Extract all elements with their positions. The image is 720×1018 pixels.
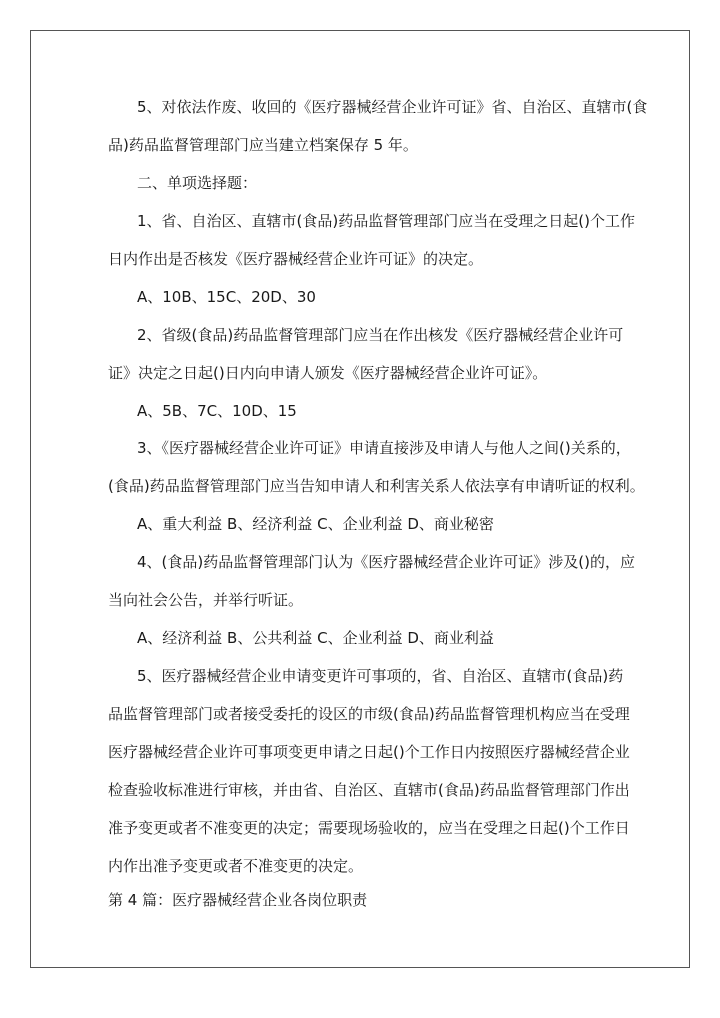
answer-options: A、经济利益 B、公共利益 C、企业利益 D、商业利益 [137,629,494,647]
paragraph-line: 5、对依法作废、收回的《医疗器械经营企业许可证》省、自治区、直辖市(食 [137,98,648,116]
question-line: 准予变更或者不准变更的决定；需要现场验收的，应当在受理之日起()个工作日 [108,819,630,837]
answer-options: A、重大利益 B、经济利益 C、企业利益 D、商业秘密 [137,515,494,533]
question-line: 内作出准予变更或者不准变更的决定。 [108,857,364,875]
question-line: 1、省、自治区、直辖市(食品)药品监督管理部门应当在受理之日起()个工作 [137,212,635,230]
question-line: 品监督管理部门或者接受委托的设区的市级(食品)药品监督管理机构应当在受理 [108,705,630,723]
question-line: 当向社会公告，并举行听证。 [108,591,304,609]
question-line: (食品)药品监督管理部门应当告知申请人和利害关系人依法享有申请听证的权利。 [108,477,645,495]
question-line: 证》决定之日起()日内向申请人颁发《医疗器械经营企业许可证》。 [108,364,548,382]
question-line: 2、省级(食品)药品监督管理部门应当在作出核发《医疗器械经营企业许可 [137,326,624,344]
answer-options: A、10B、15C、20D、30 [137,288,316,306]
paragraph-line: 品)药品监督管理部门应当建立档案保存 5 年。 [108,136,418,154]
answer-options: A、5B、7C、10D、15 [137,402,297,420]
question-line: 3、《医疗器械经营企业许可证》申请直接涉及申请人与他人之间()关系的， [137,439,631,457]
question-line: 医疗器械经营企业许可事项变更申请之日起()个工作日内按照医疗器械经营企业 [108,743,630,761]
section-heading: 二、单项选择题： [137,174,258,192]
question-line: 检查验收标准进行审核，并由省、自治区、直辖市(食品)药品监督管理部门作出 [108,781,630,799]
chapter-heading: 第 4 篇：医疗器械经营企业各岗位职责 [108,891,368,909]
question-line: 日内作出是否核发《医疗器械经营企业许可证》的决定。 [108,250,484,268]
question-line: 5、医疗器械经营企业申请变更许可事项的，省、自治区、直辖市(食品)药 [137,667,624,685]
question-line: 4、(食品)药品监督管理部门认为《医疗器械经营企业许可证》涉及()的，应 [137,553,635,571]
